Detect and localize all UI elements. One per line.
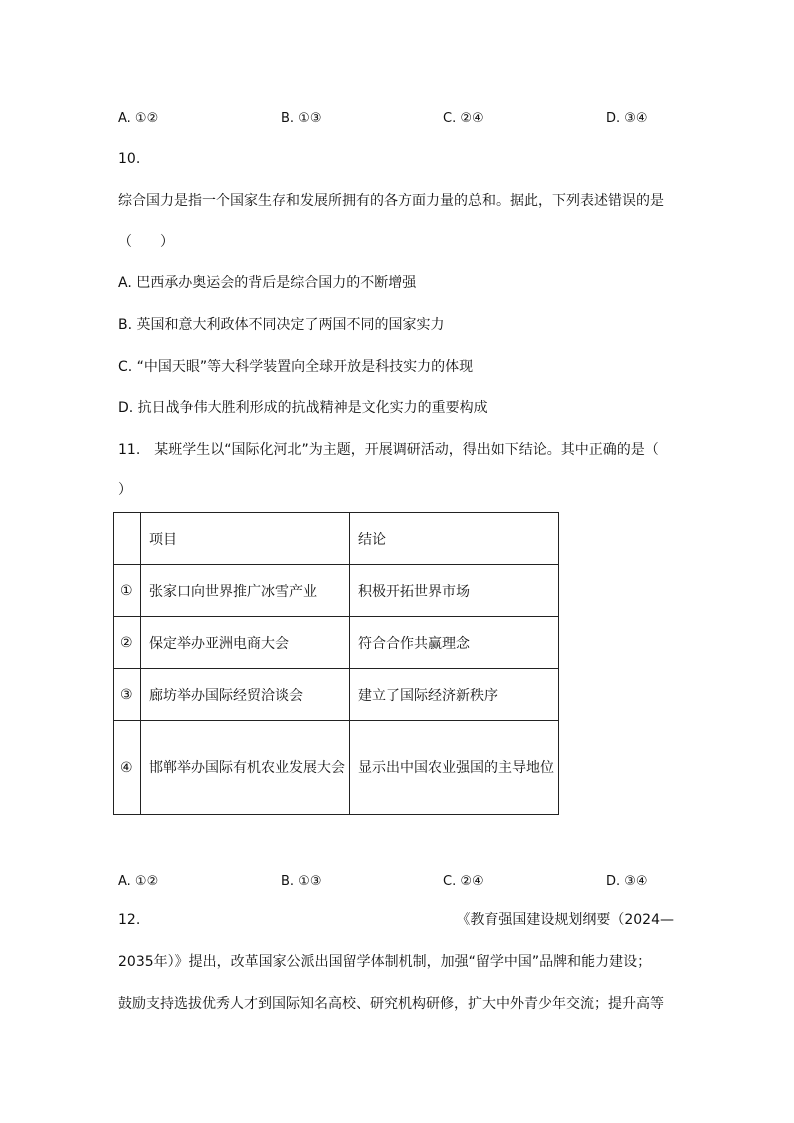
table-row	[114, 669, 559, 721]
question-stem-line-1: 《教育强国建设规划纲要（2024—	[456, 912, 674, 928]
table-cell: 显示出中国农业强国的主导地位	[350, 721, 559, 815]
header-cell: 项目	[141, 513, 350, 565]
option-d: D. ③④	[606, 111, 648, 126]
option-c: C. “中国天眼”等大科学装置向全球开放是科技实力的体现	[118, 359, 474, 375]
option-a: A. ①②	[118, 874, 159, 889]
option-b: B. 英国和意大利政体不同决定了两国不同的国家实力	[118, 317, 445, 333]
option-c: C. ②④	[443, 874, 484, 889]
option-b: B. ①③	[281, 111, 322, 126]
table-cell: 符合合作共赢理念	[350, 617, 559, 669]
answer-paren-close: ）	[118, 482, 132, 498]
table-cell: ①	[114, 565, 141, 617]
question-number: 12.	[118, 912, 141, 928]
question-stem: 综合国力是指一个国家生存和发展所拥有的各方面力量的总和。据此，下列表述错误的是	[118, 193, 664, 209]
option-d: D. ③④	[606, 874, 648, 889]
header-cell: 结论	[350, 513, 559, 565]
survey-table	[113, 512, 559, 815]
question-stem-line-2: 2035年）》提出，改革国家公派出国留学体制机制，加强“留学中国”品牌和能力建设；	[118, 954, 652, 970]
table-cell: ③	[114, 669, 141, 721]
header-cell	[114, 513, 141, 565]
table-cell: ②	[114, 617, 141, 669]
option-a: A. ①②	[118, 111, 159, 126]
table-cell: 建立了国际经济新秩序	[350, 669, 559, 721]
table-cell: 邯郸举办国际有机农业发展大会	[141, 721, 350, 815]
table-row	[114, 721, 559, 815]
option-c: C. ②④	[443, 111, 484, 126]
option-b: B. ①③	[281, 874, 322, 889]
question-stem: 11. 某班学生以“国际化河北”为主题，开展调研活动，得出如下结论。其中正确的是（	[118, 442, 659, 458]
table-cell: ④	[114, 721, 141, 815]
answer-paren: （ ）	[118, 234, 174, 250]
table-cell: 保定举办亚洲电商大会	[141, 617, 350, 669]
option-a: A. 巴西承办奥运会的背后是综合国力的不断增强	[118, 275, 417, 291]
question-number: 10.	[118, 151, 141, 167]
table-cell: 积极开拓世界市场	[350, 565, 559, 617]
table-row	[114, 565, 559, 617]
table-cell: 廊坊举办国际经贸洽谈会	[141, 669, 350, 721]
option-d: D. 抗日战争伟大胜利形成的抗战精神是文化实力的重要构成	[118, 400, 488, 416]
question-stem-line-3: 鼓励支持选拔优秀人才到国际知名高校、研究机构研修，扩大中外青少年交流；提升高等	[118, 996, 664, 1012]
table-header-row	[114, 513, 559, 565]
table-row	[114, 617, 559, 669]
table-cell: 张家口向世界推广冰雪产业	[141, 565, 350, 617]
